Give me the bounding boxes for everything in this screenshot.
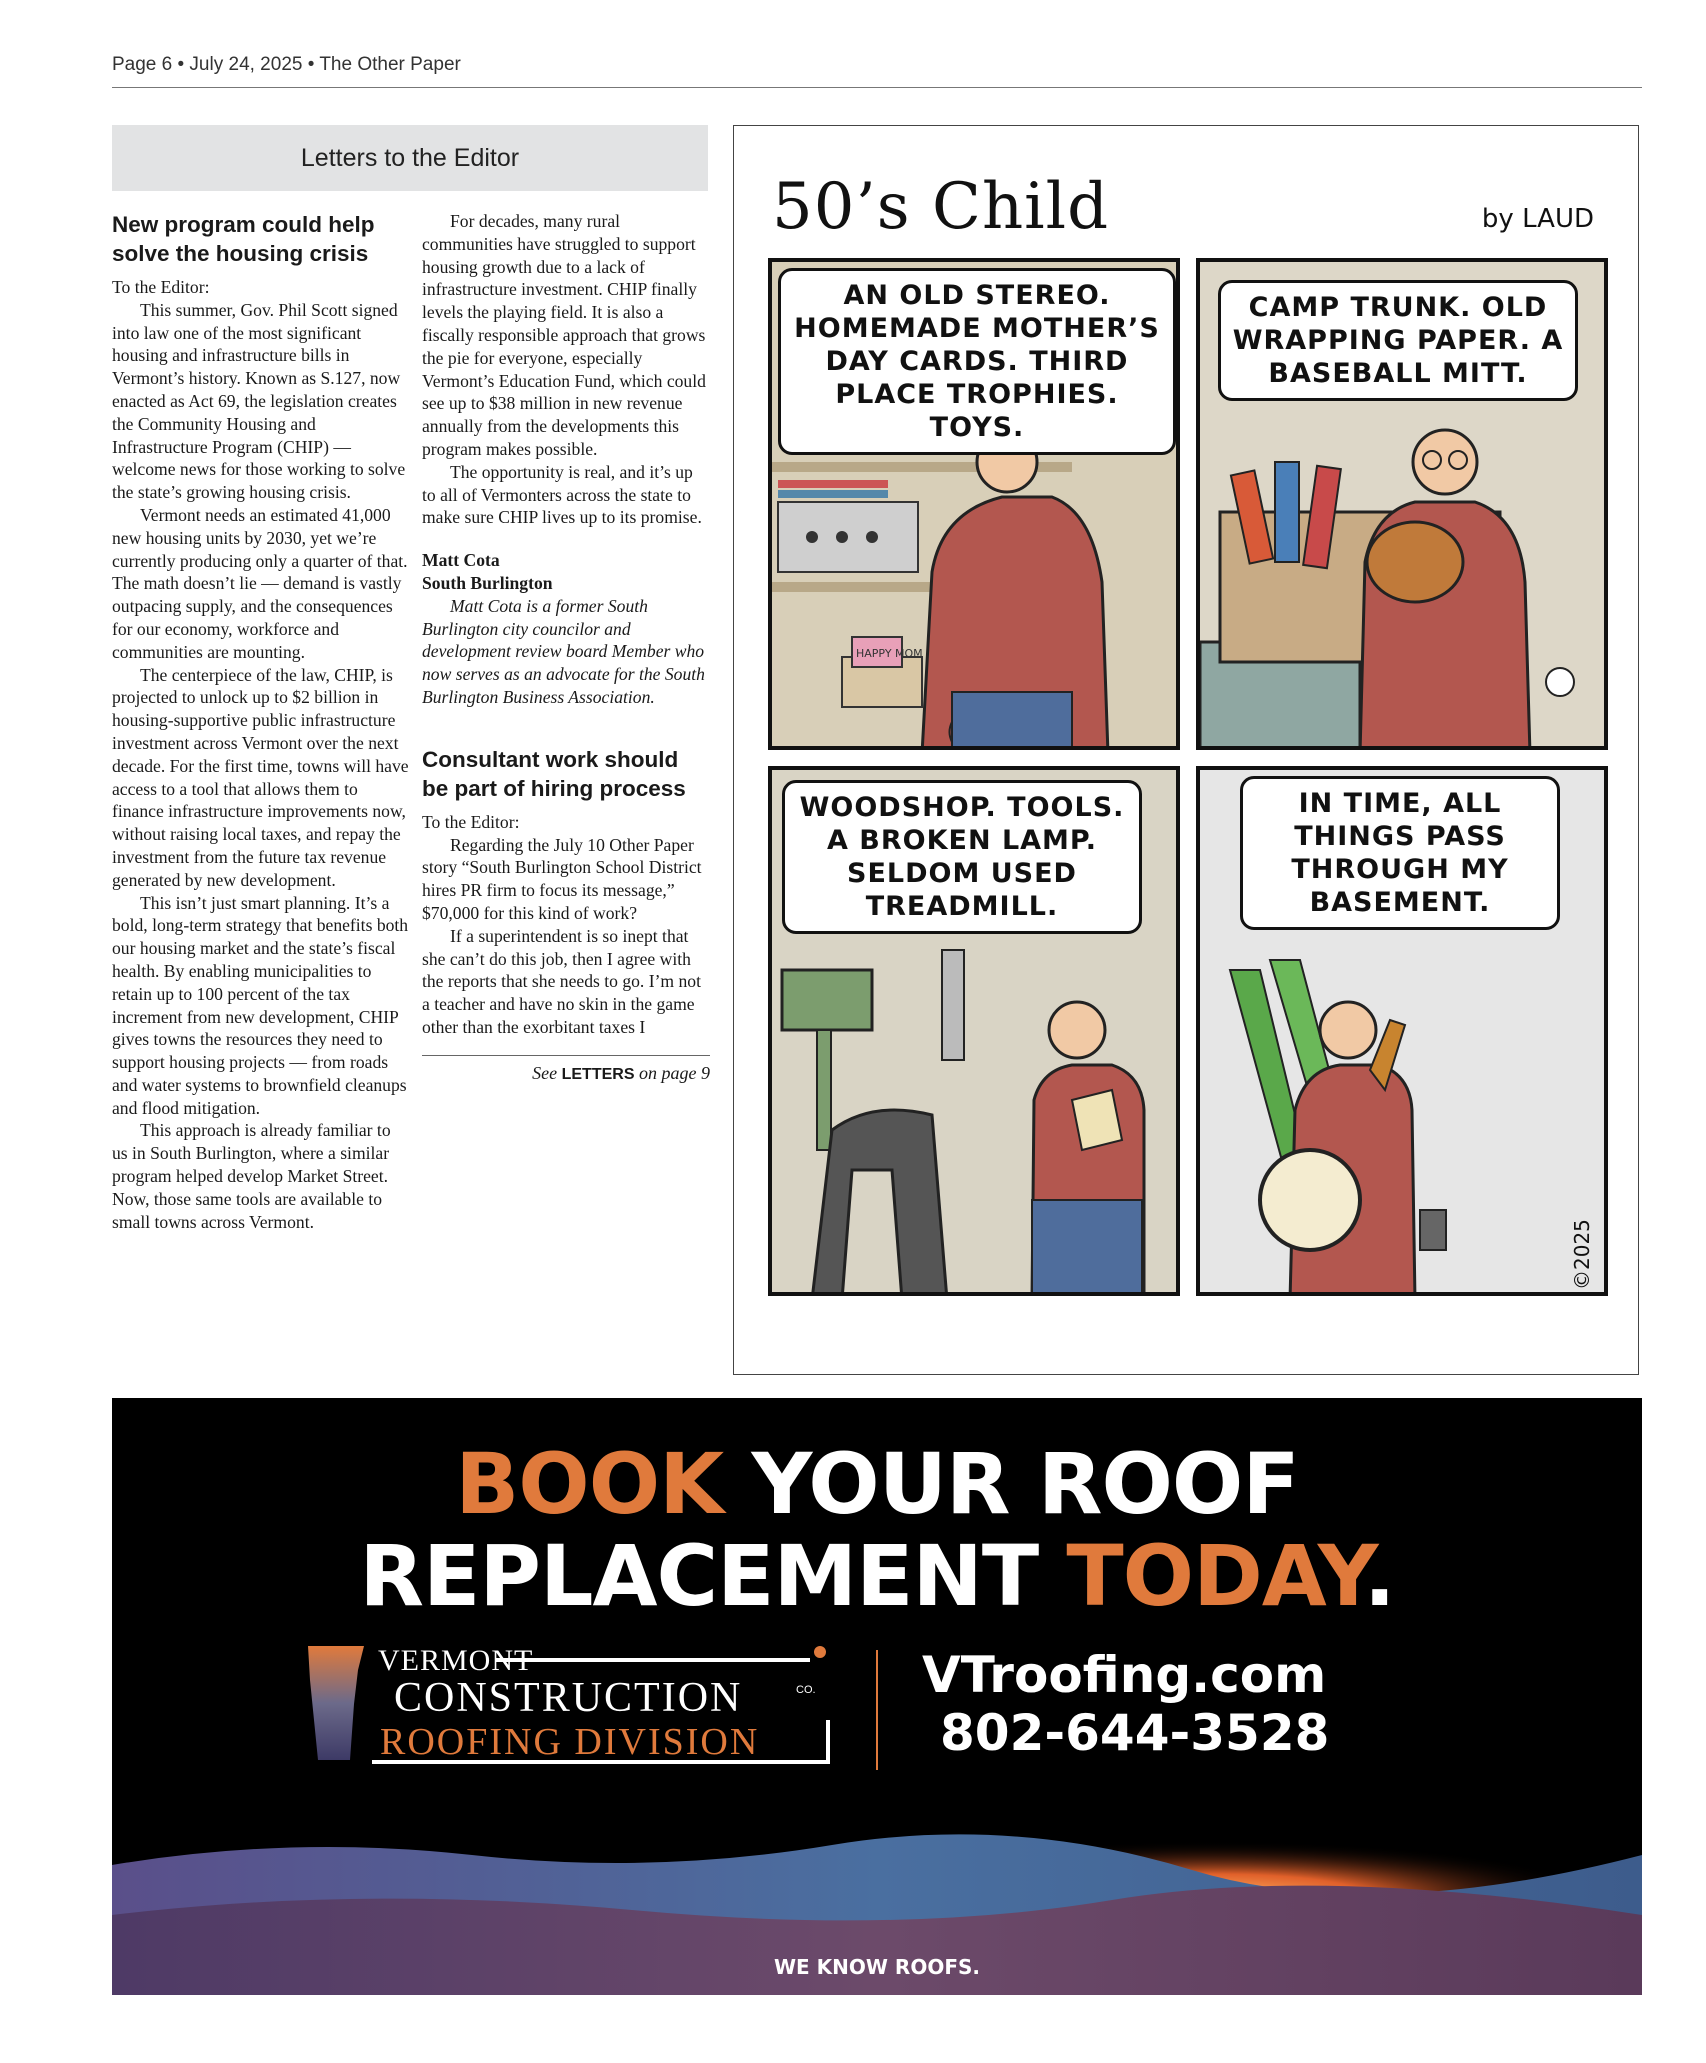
- ad-tagline: WE KNOW ROOFS.: [773, 1955, 980, 1979]
- letters-column-2: [422, 210, 710, 1087]
- ad-headline-today: TODAY: [1066, 1527, 1364, 1625]
- panel-2-speech-bubble: CAMP TRUNK. OLD WRAPPING PAPER. A BASEBALL MITT.: [1218, 280, 1578, 401]
- letters-column-1: [112, 210, 410, 1233]
- ad-phone-number[interactable]: 802-644-3528: [940, 1704, 1330, 1762]
- panel-1-speech-bubble: AN OLD STEREO. HOMEMADE MOTHER’S DAY CARDS. THIRD PLACE TROPHIES. TOYS.: [778, 268, 1176, 455]
- ad-website-link[interactable]: VTroofing.com: [922, 1646, 1327, 1704]
- letter1-paragraph: This approach is already familiar to us in South Burlington, where a similar program helped develop Market Street. Now, those same tools are available to small towns across Vermont.: [112, 1120, 391, 1232]
- author-bio: Matt Cota is a former South Burlington city councilor and development review board Member who now serves as an advocate for the South Burlington Business Association.: [422, 595, 705, 707]
- letter1-headline: New program could help solve the housing crisis: [112, 212, 375, 266]
- ad-divider: [876, 1650, 878, 1770]
- card-text: HAPPY MOM: [856, 647, 923, 660]
- letter1-paragraph: This isn’t just smart planning. It’s a bold, long-term strategy that benefits both our housing market and the state’s fiscal health. By enabling municipalities to retain up to 100 percent of the tax increment from new development, CHIP gives towns the resources they need to support housing projects — from roads and water systems to brownfield cleanups and flood mitigation.: [112, 892, 409, 1118]
- ad-headline-period: .: [1363, 1527, 1395, 1625]
- comic-copyright: ©2025: [1570, 1219, 1594, 1290]
- comic-title: 50’s Child: [772, 170, 1110, 244]
- letter1-paragraph: The opportunity is real, and it’s up to all of Vermonters across the state to make sure CHIP lives up to its promise.: [422, 461, 702, 528]
- ad-headline-your-roof: YOUR ROOF: [723, 1435, 1299, 1533]
- letter2-paragraph: Regarding the July 10 Other Paper story “South Burlington School District hires PR firm to focus its message,” $70,000 for this kind of work?: [422, 834, 702, 923]
- comic-panel-4: [1196, 766, 1608, 1296]
- letter1-paragraph: This summer, Gov. Phil Scott signed into law one of the most significant housing and infrastructure bills in Vermont’s history. Known as S.127, now enacted as Act 69, the legislation creates the Community Housing and Infrastructure Program (CHIP) — welcome news for those working to solve the state’s growing housing crisis.: [112, 299, 406, 503]
- logo-vermont: VERMONT: [378, 1644, 534, 1677]
- letter1-paragraph: The centerpiece of the law, CHIP, is projected to unlock up to $2 billion in housing-supportive public infrastructure investment across Vermont over the next decade. For the first time, towns will have access to a tool that allows them to finance infrastructure improvements now, without raising local taxes, and repay the investment from the future tax revenue generated by new development.: [112, 664, 409, 890]
- logo-co: CO.: [796, 1684, 816, 1696]
- letter1-salutation: To the Editor:: [112, 277, 210, 297]
- letter2-salutation: To the Editor:: [422, 811, 520, 832]
- ad-headline-book: BOOK: [455, 1435, 724, 1533]
- signature-name: Matt Cota: [422, 550, 500, 571]
- logo-construction: CONSTRUCTION: [394, 1675, 743, 1721]
- letter1-paragraph: For decades, many rural communities have struggled to support housing growth due to a lack of infrastructure investment. CHIP finally levels the playing field. It is also a fiscally responsible approach that grows the pie for everyone, especially Vermont’s Education Fund, which could see up to $38 million in new revenue annually from the developments this program makes possible.: [422, 211, 706, 459]
- comic-byline: by LAUD: [1481, 204, 1594, 234]
- comic-strip: [733, 125, 1639, 1375]
- letter1-signature: [422, 549, 710, 595]
- letter1-paragraph: Vermont needs an estimated 41,000 new housing units by 2030, yet we’re currently producing only a quarter of that. The math doesn’t lie — demand is vastly outpacing supply, and the consequences for our economy, workforce and communities are mounting.: [112, 504, 408, 662]
- ad-headline-replacement: REPLACEMENT: [359, 1527, 1067, 1625]
- jump-keyword: LETTERS: [561, 1065, 635, 1083]
- comic-panel-1: [768, 258, 1180, 750]
- jump-page: on page 9: [639, 1062, 710, 1083]
- section-title: Letters to the Editor: [112, 125, 708, 191]
- panel-4-speech-bubble: IN TIME, ALL THINGS PASS THROUGH MY BASEMENT.: [1240, 776, 1560, 930]
- jump-see: See: [532, 1062, 558, 1083]
- continued-jump-line[interactable]: [422, 1055, 710, 1087]
- comic-panel-3: [768, 766, 1180, 1296]
- roofing-advertisement[interactable]: [112, 1398, 1642, 1995]
- letter2-paragraph: If a superintendent is so inept that she can’t do this job, then I agree with the reports that she needs to go. I’m not a teacher and have no skin in the game other than the exorbitant taxes I: [422, 925, 701, 1037]
- running-head: Page 6 • July 24, 2025 • The Other Paper: [112, 52, 1642, 88]
- panel-3-speech-bubble: WOODSHOP. TOOLS. A BROKEN LAMP. SELDOM USED TREADMILL.: [782, 780, 1142, 934]
- logo-roofing-division: ROOFING DIVISION: [380, 1721, 760, 1763]
- signature-place: South Burlington: [422, 572, 553, 593]
- comic-panel-2: [1196, 258, 1608, 750]
- vermont-construction-logo: [300, 1640, 828, 1764]
- letter2-headline: Consultant work should be part of hiring process: [422, 746, 686, 801]
- ad-headline: [112, 1435, 1642, 1625]
